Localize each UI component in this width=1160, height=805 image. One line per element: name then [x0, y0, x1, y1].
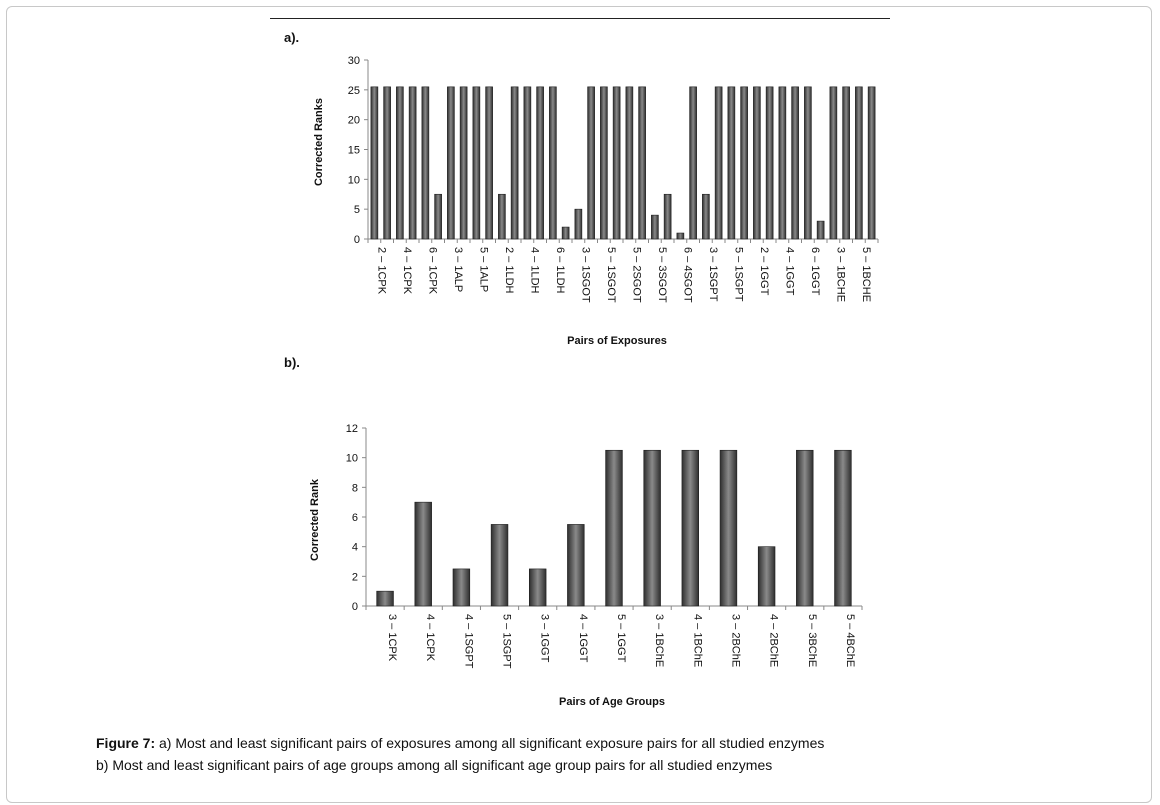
- bar: [486, 87, 493, 239]
- bar: [720, 450, 737, 606]
- x-tick-label: 6 – 4SGOT: [681, 247, 694, 303]
- bar: [830, 87, 837, 239]
- y-tick-label: 25: [347, 84, 360, 97]
- y-tick-label: 0: [353, 234, 360, 246]
- bar: [796, 450, 813, 606]
- x-tick-label: 5 – 1SGPT: [732, 247, 745, 302]
- bar: [664, 194, 671, 239]
- bar: [537, 87, 544, 239]
- bar: [453, 569, 470, 606]
- bar: [562, 227, 569, 239]
- bar: [460, 87, 467, 239]
- bar: [753, 87, 760, 239]
- bar: [779, 87, 786, 239]
- x-tick-label: 3 – 2BChE: [729, 614, 742, 668]
- x-tick-label: 5 – 3SGOT: [655, 247, 668, 303]
- x-tick-label: 3 – 1GGT: [538, 614, 551, 663]
- y-tick-label: 30: [347, 55, 360, 67]
- bar: [588, 87, 595, 239]
- x-tick-label: 2 – 1LDH: [502, 247, 515, 294]
- x-tick-label: 4 – 1GGT: [576, 614, 589, 663]
- y-axis-title: Corrected Rank: [309, 479, 321, 561]
- bar: [651, 215, 658, 239]
- bar: [498, 194, 505, 239]
- bar: [422, 87, 429, 239]
- bar: [396, 87, 403, 239]
- bar: [741, 87, 748, 239]
- x-tick-label: 3 – 1BCHE: [834, 247, 847, 303]
- bar: [549, 87, 556, 239]
- bar: [728, 87, 735, 239]
- x-tick-label: 5 – 1BCHE: [859, 247, 872, 303]
- y-axis-title: Corrected Ranks: [313, 97, 325, 187]
- bar: [377, 591, 394, 606]
- x-tick-label: 4 – 1CPK: [424, 614, 437, 662]
- x-tick-label: 5 – 4BChE: [843, 614, 856, 668]
- x-tick-label: 4 – 1CPK: [400, 247, 413, 295]
- bar: [473, 87, 480, 239]
- bar: [639, 87, 646, 239]
- x-tick-label: 3 – 1BChE: [653, 614, 666, 668]
- chart-a: [284, 30, 878, 347]
- bar: [409, 87, 416, 239]
- x-tick-label: 4 – 1GGT: [783, 247, 796, 296]
- bar: [613, 87, 620, 239]
- bar: [626, 87, 633, 239]
- bar: [682, 450, 699, 606]
- caption-figure-label: Figure 7:: [96, 735, 156, 751]
- x-tick-label: 6 – 1GGT: [808, 247, 821, 296]
- bar: [371, 87, 378, 239]
- y-tick-label: 20: [347, 114, 360, 127]
- y-tick-label: 4: [351, 541, 358, 554]
- bar: [491, 524, 508, 606]
- bar: [524, 87, 531, 239]
- bar: [766, 87, 773, 239]
- bar: [792, 87, 799, 239]
- y-tick-label: 0: [351, 601, 358, 613]
- x-tick-label: 5 – 1ALP: [477, 247, 490, 293]
- panel-label: b).: [284, 355, 300, 370]
- bar: [855, 87, 862, 239]
- chart-b: [284, 355, 862, 708]
- x-tick-label: 3 – 1ALP: [451, 247, 464, 293]
- x-tick-label: 6 – 1CPK: [426, 247, 439, 295]
- bar: [384, 87, 391, 239]
- bar: [835, 450, 852, 606]
- bar: [804, 87, 811, 239]
- y-tick-label: 12: [345, 423, 358, 435]
- x-tick-label: 2 – 1GGT: [757, 247, 770, 296]
- bar: [435, 194, 442, 239]
- x-tick-label: 6 – 1LDH: [553, 247, 566, 294]
- x-axis-title: Pairs of Exposures: [567, 335, 667, 347]
- bar: [868, 87, 875, 239]
- bar: [529, 569, 546, 606]
- x-tick-label: 4 – 1BChE: [691, 614, 704, 668]
- y-tick-label: 2: [351, 571, 358, 584]
- x-tick-label: 3 – 1SGPT: [706, 247, 719, 302]
- panel-label: a).: [284, 30, 300, 45]
- bar: [606, 450, 623, 606]
- y-tick-label: 15: [347, 144, 360, 157]
- bar: [677, 233, 684, 239]
- x-tick-label: 4 – 2BChE: [767, 614, 780, 668]
- x-tick-label: 3 – 1SGOT: [579, 247, 592, 303]
- bar: [600, 87, 607, 239]
- figure-caption: [96, 732, 1136, 776]
- bar: [843, 87, 850, 239]
- bar: [575, 209, 582, 239]
- bar: [511, 87, 518, 239]
- bar: [415, 502, 432, 606]
- caption-text-1: a) Most and least significant pairs of exposures among all significant exposure pairs for all studied enzymes: [155, 735, 825, 751]
- caption-line-1: [96, 732, 1136, 754]
- bar: [702, 194, 709, 239]
- y-tick-label: 10: [345, 452, 358, 465]
- x-axis-title: Pairs of Age Groups: [559, 696, 665, 708]
- x-tick-label: 2 – 1CPK: [375, 247, 388, 295]
- bar: [817, 221, 824, 239]
- y-tick-label: 8: [351, 482, 358, 495]
- bar: [447, 87, 454, 239]
- y-tick-label: 5: [353, 204, 360, 217]
- x-tick-label: 4 – 1SGPT: [462, 614, 475, 669]
- bar: [715, 87, 722, 239]
- caption-line-2: b) Most and least significant pairs of age groups among all significant age group pairs for all studied enzymes: [96, 757, 773, 773]
- bar: [567, 524, 584, 606]
- x-tick-label: 4 – 1LDH: [528, 247, 541, 294]
- x-tick-label: 5 – 1SGOT: [604, 247, 617, 303]
- bar: [690, 87, 697, 239]
- y-tick-label: 10: [347, 174, 360, 187]
- x-tick-label: 5 – 2SGOT: [630, 247, 643, 303]
- x-tick-label: 5 – 1GGT: [615, 614, 627, 663]
- y-tick-label: 6: [351, 512, 358, 524]
- x-tick-label: 3 – 1CPK: [386, 614, 399, 662]
- x-tick-label: 5 – 1SGPT: [500, 614, 513, 669]
- bar: [758, 547, 775, 606]
- bar: [644, 450, 661, 606]
- x-tick-label: 5 – 3BChE: [805, 614, 818, 668]
